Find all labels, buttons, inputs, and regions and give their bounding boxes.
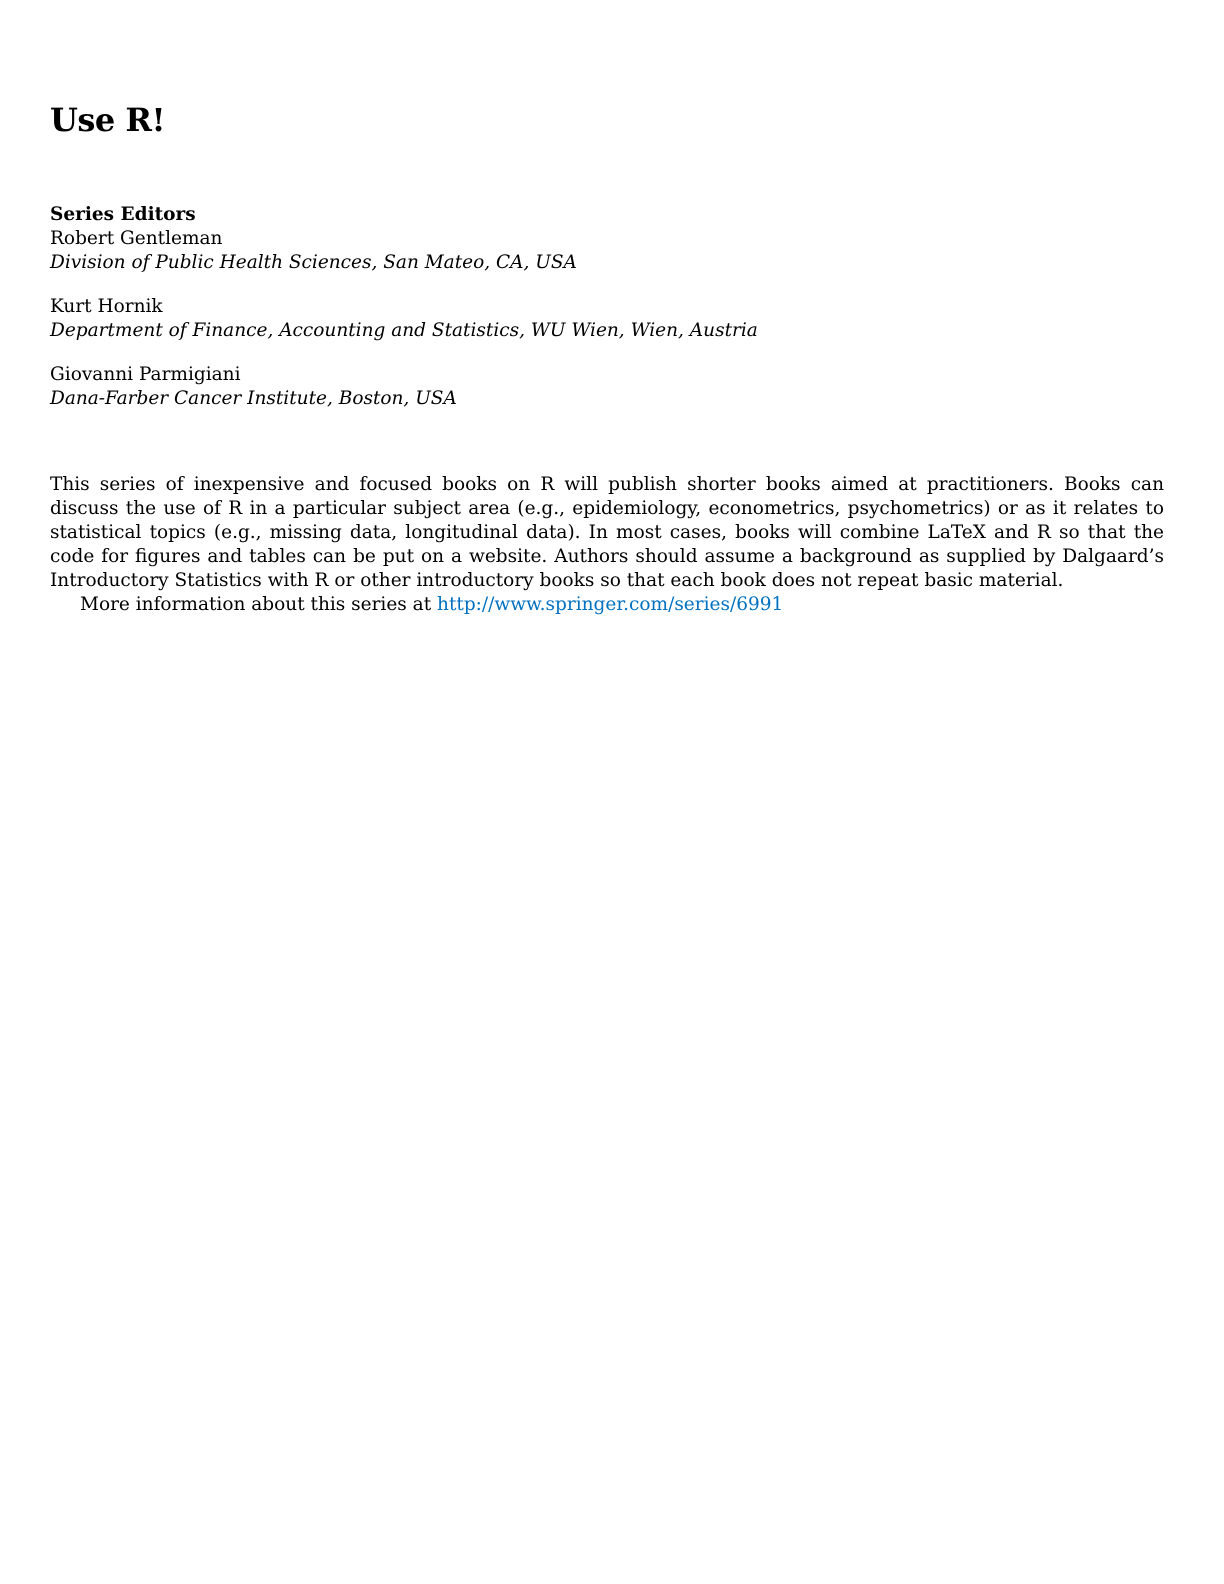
- more-info-text: More information about this series at: [80, 594, 438, 615]
- series-description: [50, 473, 1164, 617]
- editor-affiliation: Department of Finance, Accounting and Statistics, WU Wien, Wien, Austria: [50, 320, 758, 341]
- editor-affiliation: Division of Public Health Sciences, San Mateo, CA, USA: [50, 252, 577, 273]
- editor-name: Kurt Hornik: [50, 296, 163, 317]
- editor-name: Giovanni Parmigiani: [50, 364, 241, 385]
- editor-entry: [50, 363, 1164, 411]
- series-editors-section: [50, 203, 1164, 431]
- series-website-link[interactable]: http://www.springer.com/series/6991: [437, 594, 784, 615]
- series-title: Use R!: [50, 101, 166, 139]
- editor-affiliation: Dana-Farber Cancer Institute, Boston, USA: [50, 388, 457, 409]
- more-info-line: [50, 593, 1164, 617]
- description-paragraph: This series of inexpensive and focused books on R will publish shorter books aimed at practitioners. Books can discuss the use of R in a particular subject area (e.g., epidemiology, econometrics, psychometrics) or as it relates to statistical topics (e.g., missing data, longitudinal data). In most cases, books will combine LaTeX and R so that the code for figures and tables can be put on a website. Authors should assume a background as supplied by Dalgaard’s Introductory Statistics with R or other introductory books so that each book does not repeat basic material.: [50, 474, 1164, 591]
- series-editors-heading: Series Editors: [50, 204, 196, 225]
- editor-entry: [50, 295, 1164, 343]
- editor-entry: [50, 227, 1164, 275]
- editor-name: Robert Gentleman: [50, 228, 223, 249]
